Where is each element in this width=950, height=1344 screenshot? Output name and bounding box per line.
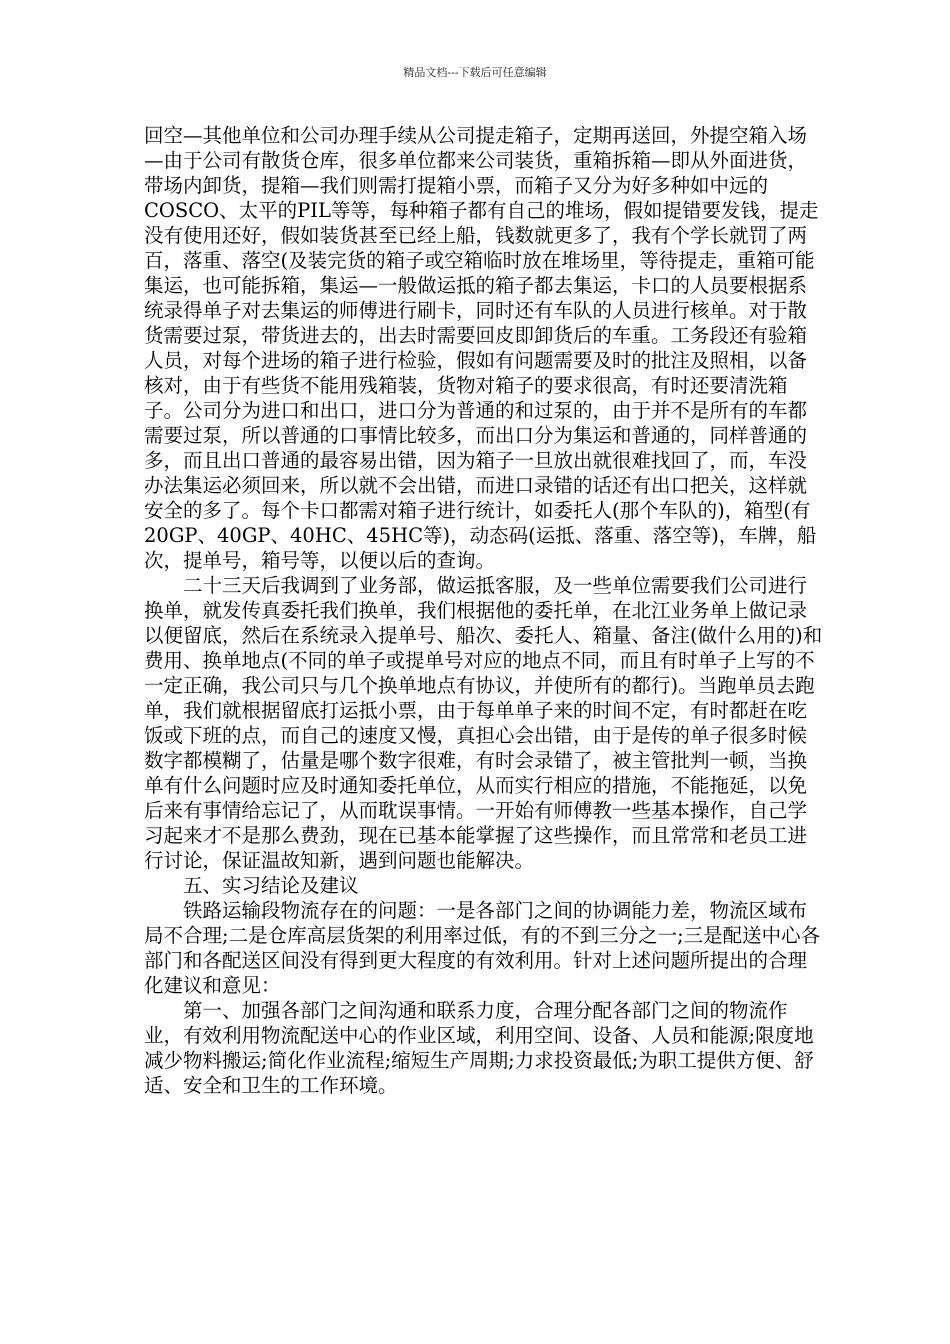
page-header: 精品文档---下载后可任意编辑 <box>403 66 547 79</box>
paragraph-1: 回空—其他单位和公司办理手续从公司提走箱子，定期再送回，外提空箱入场—由于公司有散货仓库，很多单位都来公司装货，重箱拆箱—即从外面进货，带场内卸货，提箱—我们则需打提箱小票，而箱子又分为好多种如中远的COSCO、太平的PIL等等，每种箱子都有自己的堆场，假如提错要发钱，提走没有使用还好，假如装货甚至已经上船，钱数就更多了，我有个学长就罚了两百，落重、落空(及装完货的箱子或空箱临时放在堆场里，等待提走，重箱可能集运，也可能拆箱，集运—一般做运抵的箱子都去集运，卡口的人员要根据系统录得单子对去集运的师傅进行刷卡，同时还有车队的人员进行核单。对于散货需要过泵，带货进去的，出去时需要回皮即卸货后的车重。工务段还有验箱人员，对每个进场的箱子进行检验，假如有问题需要及时的批注及照相，以备核对，由于有些货不能用残箱装，货物对箱子的要求很高，有时还要清洗箱子。公司分为进口和出口，进口分为普通的和过泵的，由于并不是所有的车都需要过泵，所以普通的口事情比较多，而出口分为集运和普通的，同样普通的多，而且出口普通的最容易出错，因为箱子一旦放出就很难找回了，而，车没办法集运必须回来，所以就不会出错，而进口录错的话还有出口把关，这样就安全的多了。每个卡口都需对箱子进行统计，如委托人(那个车队的)，箱型(有20GP、40GP、40HC、45HC等)，动态码(运抵、落重、落空等)，车牌，船次，提单号，箱号等，以便以后的查询。 <box>144 124 819 572</box>
paragraph-2: 二十三天后我调到了业务部，做运抵客服，及一些单位需要我们公司进行换单，就发传真委托我们换单，我们根据他的委托单，在北江业务单上做记录以便留底，然后在系统录入提单号、船次、委托人、箱量、备注(做什么用的)和费用、换单地点(不同的单子或提单号对应的地点不同，而且有时单子上写的不一定正确，我公司只与几个换单地点有协议，并使所有的都行)。当跑单员去跑单，我们就根据留底打运抵小票，由于每单单子来的时间不定，有时都赶在吃饭或下班的点，而自己的速度又慢，真担心会出错，由于是传的单子很多时候数字都模糊了，估量是哪个数字很难，有时会录错了，被主管批判一顿，当换单有什么问题时应及时通知委托单位，从而实行相应的措施，不能拖延，以免后来有事情给忘记了，从而耽误事情。一开始有师傅教一些基本操作，自己学习起来才不是那么费劲，现在已基本能掌握了这些操作，而且常常和老员工进行讨论，保证温故知新，遇到问题也能解决。 <box>144 574 823 872</box>
paragraph-3: 铁路运输段物流存在的问题：一是各部门之间的协调能力差，物流区域布局不合理;二是仓库高层货架的利用率过低，有的不到三分之一;三是配送中心各部门和各配送区间没有得到更大程度的有效利用。针对上述问题所提出的合理化建议和意见： <box>144 899 821 997</box>
document-body <box>144 123 824 1098</box>
paragraph-4: 第一、加强各部门之间沟通和联系力度，合理分配各部门之间的物流作业，有效利用物流配送中心的作业区域，利用空间、设备、人员和能源;限度地减少物料搬运;简化作业流程;缩短生产周期;力求投资最低;为职工提供方便、舒适、安全和卫生的工作环境。 <box>144 999 814 1097</box>
section-heading: 五、实习结论及建议 <box>183 874 359 897</box>
